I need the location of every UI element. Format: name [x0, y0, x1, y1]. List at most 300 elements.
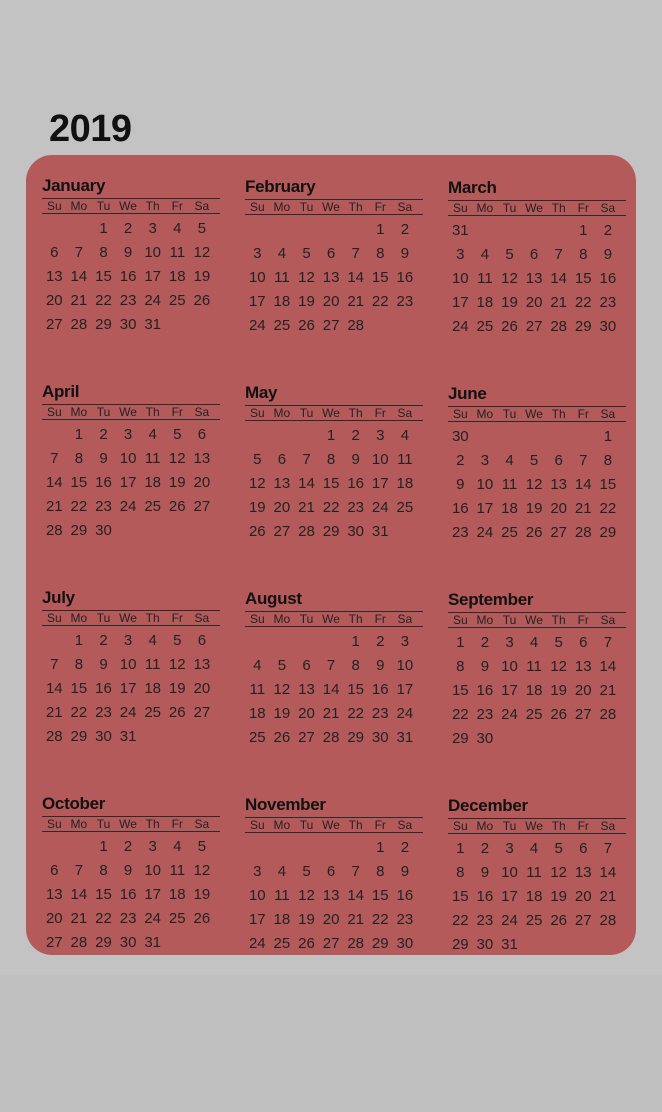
day-cell: 9 — [480, 864, 490, 881]
day-cell: 20 — [525, 294, 543, 311]
weekday-label: Sa — [194, 405, 210, 419]
weekday-label: Su — [46, 611, 62, 625]
weekday-label: Su — [46, 817, 62, 831]
day-cell: 14 — [45, 474, 63, 491]
day-cell: 7 — [579, 452, 588, 469]
day-cell: 9 — [400, 245, 410, 262]
day-cell — [497, 219, 522, 243]
day-cell: 18 — [525, 682, 543, 699]
day-cell: 3 — [253, 863, 262, 880]
weekday-label: Mo — [273, 818, 291, 832]
day-cell: 29 — [95, 316, 112, 333]
weekday-label: Th — [551, 201, 566, 215]
day-cell: 3 — [505, 840, 514, 857]
day-cell: 18 — [396, 475, 414, 492]
day-cell: 11 — [397, 451, 413, 468]
weekday-label: Fr — [171, 199, 183, 213]
weekday-label: Sa — [397, 200, 413, 214]
day-cell: 5 — [197, 220, 207, 237]
weekday-label: Su — [46, 199, 62, 213]
week-row — [245, 884, 423, 908]
day-cell: 15 — [371, 269, 389, 286]
day-cell: 2 — [99, 426, 108, 443]
day-cell: 28 — [347, 317, 365, 334]
day-cell: 30 — [119, 316, 137, 333]
day-cell: 30 — [95, 728, 112, 745]
day-cell: 2 — [480, 840, 490, 857]
weekday-label: We — [322, 612, 340, 626]
day-cell: 17 — [119, 680, 137, 697]
day-cell: 15 — [95, 268, 112, 285]
day-cell — [319, 630, 344, 654]
day-cell: 26 — [298, 935, 315, 952]
day-cell: 6 — [326, 863, 336, 880]
day-cell: 22 — [451, 912, 469, 929]
weekday-header — [42, 404, 220, 420]
day-cell: 21 — [45, 498, 63, 515]
day-cell: 11 — [144, 450, 161, 467]
day-cell: 16 — [396, 887, 414, 904]
week-row — [245, 448, 423, 472]
weekday-label: Fr — [577, 613, 589, 627]
day-cell: 8 — [376, 863, 385, 880]
week-row — [42, 859, 220, 883]
day-cell: 4 — [480, 246, 490, 263]
day-cell: 22 — [70, 704, 88, 721]
day-cell: 2 — [376, 633, 385, 650]
day-cell: 20 — [322, 293, 340, 310]
day-cell: 18 — [248, 705, 266, 722]
day-cell: 21 — [574, 500, 592, 517]
day-cell: 16 — [599, 270, 617, 287]
weekday-label: Mo — [476, 201, 494, 215]
day-cell: 28 — [347, 935, 365, 952]
weekday-label: Sa — [194, 611, 210, 625]
day-cell: 21 — [70, 292, 88, 309]
weekday-label: Fr — [374, 612, 386, 626]
week-row — [448, 291, 626, 315]
day-cell — [190, 313, 215, 337]
weekday-label: Sa — [600, 407, 616, 421]
day-cell — [473, 219, 498, 243]
day-cell: 8 — [74, 450, 84, 467]
day-cell: 16 — [451, 500, 469, 517]
day-cell — [165, 725, 190, 749]
day-cell: 1 — [579, 222, 588, 239]
week-row — [42, 677, 220, 701]
day-cell: 6 — [277, 451, 287, 468]
day-cell — [140, 519, 165, 543]
day-cell: 10 — [476, 476, 494, 493]
day-cell: 13 — [550, 476, 568, 493]
day-cell: 7 — [74, 862, 84, 879]
day-cell: 3 — [480, 452, 490, 469]
day-cell: 26 — [298, 317, 315, 334]
day-cell — [368, 314, 393, 338]
month-august — [245, 589, 423, 750]
day-cell: 2 — [456, 452, 465, 469]
weekday-label: Fr — [374, 200, 386, 214]
day-cell: 23 — [476, 706, 494, 723]
week-row — [42, 835, 220, 859]
week-row — [245, 218, 423, 242]
weekday-header — [245, 611, 423, 627]
day-cell: 9 — [351, 451, 360, 468]
day-cell: 27 — [298, 729, 315, 746]
day-cell: 20 — [45, 292, 63, 309]
day-cell: 31 — [451, 222, 469, 239]
day-cell: 11 — [274, 269, 290, 286]
weekday-label: Tu — [96, 199, 111, 213]
day-cell: 1 — [376, 839, 385, 856]
month-november — [245, 795, 423, 955]
month-october — [42, 794, 220, 955]
month-name: April — [42, 382, 80, 401]
page-background-bottom — [0, 975, 662, 1112]
week-row — [245, 836, 423, 860]
weekday-label: Sa — [600, 613, 616, 627]
month-name: November — [245, 795, 326, 814]
day-cell: 31 — [119, 728, 137, 745]
month-name: January — [42, 176, 106, 195]
day-cell: 14 — [322, 681, 340, 698]
day-cell: 14 — [347, 887, 365, 904]
weekday-label: Th — [551, 613, 566, 627]
day-cell: 29 — [322, 523, 340, 540]
day-cell: 19 — [193, 268, 211, 285]
day-cell — [245, 836, 270, 860]
day-cell: 13 — [193, 656, 211, 673]
day-cell: 26 — [525, 524, 543, 541]
week-row — [42, 653, 220, 677]
day-cell: 3 — [253, 245, 262, 262]
day-cell: 6 — [579, 840, 588, 857]
day-cell: 17 — [144, 886, 162, 903]
day-cell: 24 — [501, 912, 518, 929]
weekday-label: We — [525, 201, 543, 215]
weekday-header — [42, 610, 220, 626]
day-cell: 4 — [173, 220, 182, 237]
day-cell: 22 — [95, 292, 112, 309]
week-row — [448, 933, 626, 955]
day-cell — [116, 519, 141, 543]
day-cell: 20 — [193, 474, 211, 491]
day-cell: 17 — [144, 268, 162, 285]
day-cell: 12 — [298, 887, 315, 904]
day-cell: 21 — [599, 682, 617, 699]
day-cell: 22 — [451, 706, 469, 723]
month-june — [448, 384, 626, 545]
day-cell — [497, 727, 522, 751]
day-cell: 30 — [347, 523, 365, 540]
day-cell: 9 — [99, 656, 108, 673]
week-row — [42, 289, 220, 313]
day-cell: 13 — [574, 864, 592, 881]
day-cell: 29 — [451, 936, 469, 953]
weekday-label: Th — [145, 817, 160, 831]
day-cell: 14 — [599, 658, 617, 675]
day-cell: 2 — [123, 220, 133, 237]
day-cell — [343, 836, 368, 860]
day-cell: 27 — [45, 934, 63, 951]
day-cell: 2 — [123, 838, 133, 855]
day-cell: 24 — [248, 935, 266, 952]
weekday-label: Sa — [397, 406, 413, 420]
day-cell: 14 — [45, 680, 63, 697]
day-cell: 8 — [351, 657, 360, 674]
day-cell: 27 — [574, 912, 592, 929]
month-name: December — [448, 796, 528, 815]
day-cell: 7 — [603, 840, 613, 857]
day-cell: 4 — [400, 427, 410, 444]
day-cell: 2 — [603, 222, 613, 239]
day-cell: 18 — [168, 886, 186, 903]
week-row — [245, 932, 423, 955]
day-cell: 7 — [74, 244, 84, 261]
week-row — [245, 242, 423, 266]
day-cell: 27 — [193, 498, 211, 515]
day-cell: 9 — [123, 244, 133, 261]
day-cell: 20 — [273, 499, 291, 516]
day-cell: 3 — [123, 632, 133, 649]
day-cell: 15 — [371, 887, 389, 904]
weekday-label: Su — [452, 613, 468, 627]
day-cell: 30 — [371, 729, 389, 746]
day-cell: 23 — [95, 704, 112, 721]
day-cell: 29 — [347, 729, 365, 746]
week-row — [42, 241, 220, 265]
day-cell — [343, 218, 368, 242]
day-cell: 6 — [579, 634, 588, 651]
day-cell: 25 — [168, 292, 186, 309]
day-cell: 10 — [144, 244, 162, 261]
day-cell: 30 — [396, 935, 414, 952]
day-cell: 23 — [95, 498, 112, 515]
day-cell: 27 — [45, 316, 63, 333]
week-row — [42, 217, 220, 241]
day-cell: 22 — [95, 910, 112, 927]
day-cell: 5 — [302, 245, 311, 262]
day-cell: 20 — [45, 910, 63, 927]
day-cell: 22 — [70, 498, 88, 515]
weekday-label: Mo — [70, 817, 88, 831]
day-cell: 29 — [451, 730, 469, 747]
day-cell: 16 — [347, 475, 365, 492]
day-cell: 26 — [168, 704, 186, 721]
day-cell: 7 — [50, 450, 59, 467]
day-cell — [294, 630, 319, 654]
week-row — [42, 725, 220, 749]
weekday-label: We — [322, 200, 340, 214]
day-cell: 7 — [554, 246, 563, 263]
day-cell: 10 — [119, 450, 137, 467]
day-cell — [294, 836, 319, 860]
day-cell: 26 — [501, 318, 518, 335]
year-title: 2019 — [49, 108, 132, 150]
day-cell — [546, 727, 571, 751]
weekday-label: Th — [348, 612, 363, 626]
weekday-label: Tu — [299, 200, 314, 214]
week-row — [245, 290, 423, 314]
day-cell: 23 — [119, 292, 137, 309]
day-cell: 28 — [574, 524, 592, 541]
day-cell — [270, 424, 295, 448]
day-cell: 18 — [501, 500, 518, 517]
month-name: July — [42, 588, 75, 607]
day-cell: 23 — [396, 293, 414, 310]
week-row — [42, 907, 220, 931]
week-row — [448, 837, 626, 861]
week-row — [245, 860, 423, 884]
day-cell: 18 — [144, 474, 162, 491]
weekday-label: Sa — [600, 201, 616, 215]
month-march — [448, 178, 626, 339]
day-cell: 12 — [550, 864, 568, 881]
day-cell: 9 — [603, 246, 613, 263]
month-name: June — [448, 384, 487, 403]
day-cell: 14 — [70, 268, 88, 285]
week-row — [448, 219, 626, 243]
day-cell: 4 — [253, 657, 262, 674]
day-cell — [42, 217, 67, 241]
day-cell: 12 — [193, 862, 211, 879]
day-cell: 21 — [347, 911, 365, 928]
day-cell: 13 — [574, 658, 592, 675]
weekday-header — [448, 818, 626, 834]
week-row — [42, 519, 220, 543]
day-cell — [473, 425, 498, 449]
day-cell: 9 — [456, 476, 465, 493]
day-cell: 1 — [351, 633, 360, 650]
day-cell: 23 — [371, 705, 389, 722]
day-cell: 3 — [376, 427, 385, 444]
day-cell: 15 — [95, 886, 112, 903]
day-cell: 24 — [144, 910, 162, 927]
day-cell: 14 — [70, 886, 88, 903]
day-cell — [546, 219, 571, 243]
day-cell — [596, 727, 621, 751]
day-cell: 11 — [501, 476, 518, 493]
day-cell: 27 — [322, 317, 340, 334]
day-cell: 31 — [144, 316, 162, 333]
day-cell — [522, 425, 547, 449]
week-row — [448, 315, 626, 339]
weekday-label: Fr — [171, 611, 183, 625]
month-name: August — [245, 589, 302, 608]
day-cell: 1 — [376, 221, 385, 238]
day-cell — [393, 520, 418, 544]
week-row — [245, 472, 423, 496]
week-row — [245, 520, 423, 544]
day-cell: 1 — [603, 428, 613, 445]
day-cell: 5 — [554, 840, 563, 857]
day-cell — [522, 727, 547, 751]
day-cell: 24 — [476, 524, 494, 541]
day-cell: 12 — [550, 658, 568, 675]
day-cell: 30 — [476, 730, 494, 747]
day-cell: 9 — [123, 862, 133, 879]
day-cell: 8 — [603, 452, 613, 469]
day-cell: 12 — [248, 475, 266, 492]
day-cell: 27 — [322, 935, 340, 952]
day-cell — [319, 836, 344, 860]
weekday-label: Fr — [374, 406, 386, 420]
day-cell: 25 — [501, 524, 518, 541]
day-cell: 27 — [574, 706, 592, 723]
day-cell — [319, 218, 344, 242]
day-cell: 24 — [144, 292, 162, 309]
day-cell: 16 — [95, 474, 112, 491]
day-cell: 26 — [193, 292, 211, 309]
week-row — [448, 243, 626, 267]
week-row — [42, 883, 220, 907]
day-cell — [42, 423, 67, 447]
week-row — [245, 424, 423, 448]
week-row — [448, 655, 626, 679]
weekday-label: Su — [46, 405, 62, 419]
day-cell: 13 — [45, 886, 63, 903]
day-cell: 3 — [148, 220, 157, 237]
day-cell: 8 — [74, 656, 84, 673]
day-cell: 15 — [451, 682, 469, 699]
day-cell: 1 — [74, 426, 84, 443]
day-cell — [42, 835, 67, 859]
day-cell: 7 — [326, 657, 336, 674]
day-cell: 18 — [476, 294, 494, 311]
weekday-label: Th — [348, 406, 363, 420]
day-cell: 9 — [480, 658, 490, 675]
day-cell: 24 — [248, 317, 266, 334]
day-cell: 14 — [599, 864, 617, 881]
day-cell: 28 — [599, 912, 617, 929]
day-cell: 8 — [326, 451, 336, 468]
day-cell: 30 — [599, 318, 617, 335]
day-cell: 19 — [525, 500, 543, 517]
weekday-label: Mo — [476, 613, 494, 627]
weekday-label: Mo — [70, 611, 88, 625]
day-cell: 6 — [302, 657, 311, 674]
day-cell: 15 — [347, 681, 365, 698]
weekday-label: We — [525, 819, 543, 833]
day-cell — [190, 931, 215, 955]
weekday-label: Th — [145, 611, 160, 625]
day-cell: 29 — [599, 524, 617, 541]
day-cell: 24 — [396, 705, 414, 722]
day-cell: 24 — [371, 499, 389, 516]
day-cell: 14 — [347, 269, 365, 286]
day-cell: 10 — [371, 451, 389, 468]
weekday-label: We — [525, 407, 543, 421]
month-july — [42, 588, 220, 749]
day-cell: 29 — [70, 728, 88, 745]
day-cell: 8 — [456, 864, 465, 881]
day-cell: 21 — [347, 293, 365, 310]
month-name: May — [245, 383, 278, 402]
day-cell: 16 — [119, 886, 137, 903]
weekday-header — [42, 198, 220, 214]
day-cell: 25 — [144, 704, 162, 721]
day-cell: 15 — [70, 680, 88, 697]
day-cell: 11 — [249, 681, 266, 698]
weekday-label: Th — [348, 200, 363, 214]
week-row — [42, 265, 220, 289]
day-cell: 10 — [144, 862, 162, 879]
weekday-label: Th — [145, 405, 160, 419]
day-cell: 26 — [550, 706, 568, 723]
day-cell: 17 — [371, 475, 389, 492]
day-cell: 27 — [273, 523, 291, 540]
day-cell: 10 — [451, 270, 469, 287]
